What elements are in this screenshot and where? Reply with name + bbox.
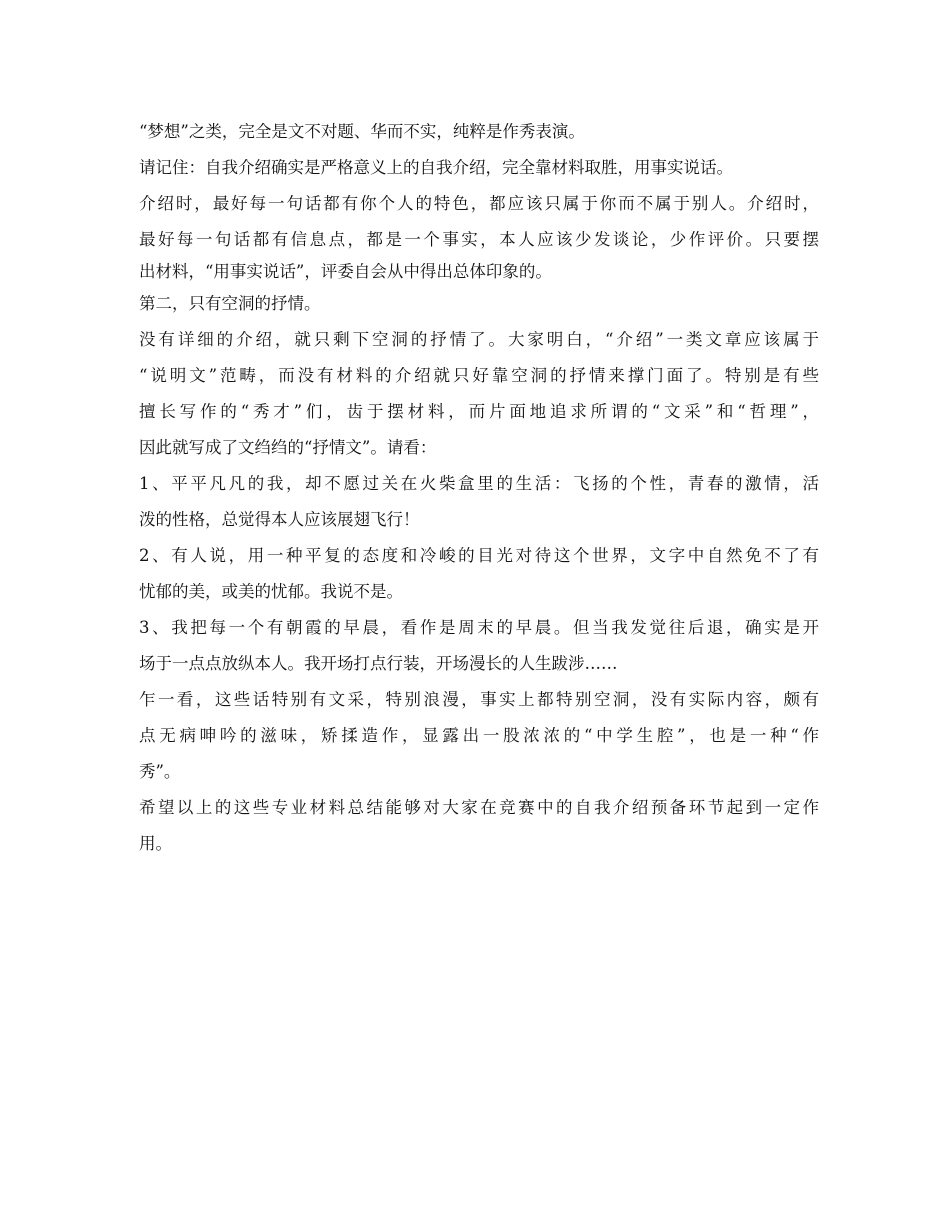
text-line: 点无病呻吟的滋味，矫揉造作，显露出一股浓浓的“中学生腔”，也是一种“作 bbox=[139, 726, 819, 745]
text-line: 请记住：自我介绍确实是严格意义上的自我介绍，完全靠材料取胜，用事实说话。 bbox=[139, 158, 733, 177]
text-line: 3、我把每一个有朝霞的早晨，看作是周末的早晨。但当我发觉往后退，确实是开 bbox=[139, 618, 819, 637]
text-line: 秀”。 bbox=[139, 762, 181, 781]
text-line: 没有详细的介绍，就只剩下空洞的抒情了。大家明白，“介绍”一类文章应该属于 bbox=[139, 330, 819, 349]
text-line: “梦想”之类，完全是文不对题、华而不实，纯粹是作秀表演。 bbox=[139, 122, 585, 141]
text-line: 擅长写作的“秀才”们，齿于摆材料，而片面地追求所谓的“文采”和“哲理”， bbox=[139, 402, 819, 421]
text-line: 用。 bbox=[139, 834, 172, 853]
text-line: 1、平平凡凡的我，却不愿过关在火柴盒里的生活：飞扬的个性，青春的激情，活 bbox=[139, 474, 819, 493]
document-body bbox=[139, 114, 819, 862]
text-line: 第二，只有空洞的抒情。 bbox=[139, 294, 321, 313]
text-line: 希望以上的这些专业材料总结能够对大家在竞赛中的自我介绍预备环节起到一定作 bbox=[139, 798, 819, 817]
text-line: 介绍时，最好每一句话都有你个人的特色，都应该只属于你而不属于别人。介绍时， bbox=[139, 194, 819, 213]
text-line: 2、有人说，用一种平复的态度和冷峻的目光对待这个世界，文字中自然免不了有 bbox=[139, 546, 819, 565]
text-line: 忧郁的美，或美的忧郁。我说不是。 bbox=[139, 582, 403, 601]
text-line: 出材料，“用事实说话”，评委自会从中得出总体印象的。 bbox=[139, 262, 552, 281]
text-line: 泼的性格，总觉得本人应该展翅飞行！ bbox=[139, 510, 420, 529]
text-line: 最好每一句话都有信息点，都是一个事实，本人应该少发谈论，少作评价。只要摆 bbox=[139, 230, 819, 249]
text-line: “说明文”范畴，而没有材料的介绍就只好靠空洞的抒情来撑门面了。特别是有些 bbox=[139, 366, 819, 385]
text-line: 场于一点点放纵本人。我开场打点行装，开场漫长的人生跋涉…… bbox=[139, 654, 618, 673]
text-line: 因此就写成了文绉绉的“抒情文”。请看： bbox=[139, 438, 437, 457]
text-line: 乍一看，这些话特别有文采，特别浪漫，事实上都特别空洞，没有实际内容，颇有 bbox=[139, 690, 819, 709]
